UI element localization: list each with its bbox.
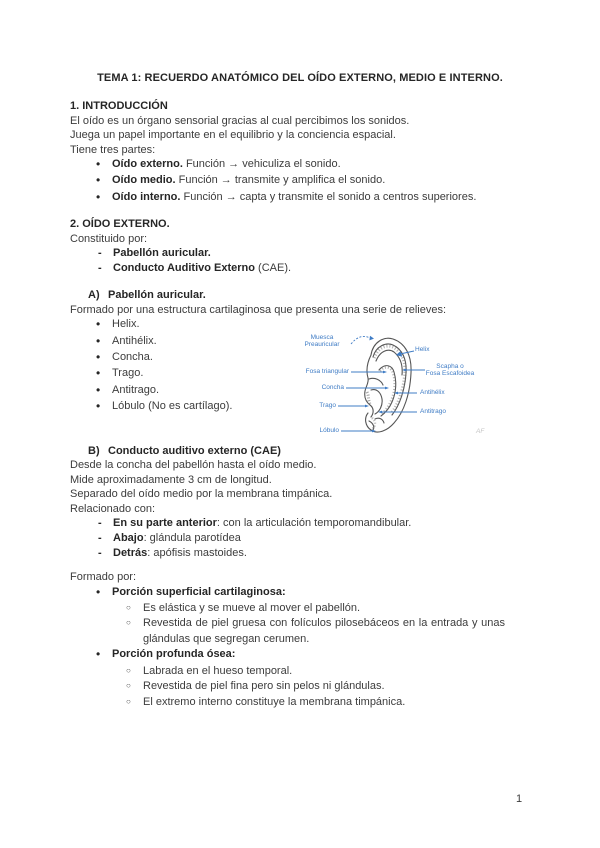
heading-pabellon-auricular: A) Pabellón auricular. [88, 289, 206, 302]
list-item [70, 157, 530, 173]
list-item-text: Pabellón auricular. [113, 247, 211, 260]
intro-line-1: El oído es un órgano sensorial gracias al cual percibimos los sonidos. [70, 114, 410, 127]
dash-icon [98, 261, 113, 276]
diagram-label-scapha: Scapha o Fosa Escafoidea [425, 363, 475, 377]
bullet-icon [96, 317, 112, 333]
bullet-icon [96, 173, 112, 189]
dash-icon [98, 246, 113, 261]
list-item [70, 173, 530, 189]
sub-list-item: ○ El extremo interno constituye la membrana timpánica. [70, 695, 530, 710]
oido-externo-intro: Constituido por: [70, 232, 148, 245]
circle-bullet-icon [126, 664, 143, 679]
list-item [70, 546, 530, 561]
intro-bullet-list [70, 157, 530, 206]
list-item-text: Conducto Auditivo Externo (CAE). [113, 262, 292, 275]
diagram-label-antitrago: Antitrago [420, 408, 447, 415]
list-item [70, 261, 530, 276]
list-item-text: Porción profunda ósea: [112, 648, 236, 661]
intro-line-2: Juega un papel importante en el equilibrio y la conciencia espacial. [70, 129, 396, 141]
dash-icon [98, 531, 113, 546]
list-item [70, 190, 530, 206]
ear-anatomy-diagram [288, 330, 523, 455]
list-item: • Helix. [70, 317, 530, 333]
cae-formado-line: Formado por: [70, 571, 137, 584]
list-item: • Trago. [70, 366, 530, 382]
list-item-text: Porción superficial cartilaginosa: [112, 585, 286, 598]
diagram-label-trago: Trago [319, 402, 336, 409]
bullet-icon [96, 350, 112, 366]
cae-line-2: Mide aproximadamente 3 cm de longitud. [70, 473, 272, 486]
diagram-label-muesca-preauricular: Muesca Preauricular [304, 334, 340, 348]
oido-externo-dash-list [70, 246, 530, 276]
diagram-label-antihelix: Antihélix [420, 389, 445, 396]
cae-line-1: Desde la concha del pabellón hasta el oído medio. [70, 459, 317, 472]
heading-introduccion: 1. INTRODUCCIÓN [70, 100, 168, 112]
ear-diagram-drawing [288, 330, 523, 455]
bullet-icon [96, 383, 112, 399]
list-item [70, 516, 530, 531]
sub-list-item: ○ Revestida de piel fina pero sin pelos ni glándulas. [70, 679, 530, 694]
bullet-icon [96, 647, 112, 663]
cae-parts-list [70, 585, 530, 710]
list-item-text: En su parte anterior: con la articulación temporomandibular. [113, 517, 412, 530]
bullet-icon [96, 157, 112, 173]
cae-line-3: Separado del oído medio por la membrana timpánica. [70, 488, 333, 501]
bullet-icon [96, 366, 112, 382]
circle-bullet-icon [126, 695, 143, 710]
list-item: • Antitrago. [70, 383, 530, 399]
diagram-label-lobulo: Lóbulo [319, 427, 339, 434]
list-item-text: Oído medio. Función → transmite y amplifica el sonido. [112, 174, 386, 187]
dash-icon [98, 546, 113, 561]
list-item [70, 647, 530, 663]
circle-bullet-icon [126, 601, 143, 616]
sub-list-item: ○ Labrada en el hueso temporal. [70, 664, 530, 679]
diagram-label-fosa-triangular: Fosa triangular [305, 368, 349, 375]
list-item [70, 246, 530, 261]
list-item [70, 531, 530, 546]
list-item: • Lóbulo (No es cartílago). [70, 399, 530, 415]
sub-list-item: ○ Es elástica y se mueve al mover el pabellón. [70, 601, 530, 616]
list-item-text: Abajo: glándula parotídea [113, 532, 241, 545]
list-item-text: Oído interno. Función → capta y transmite el sonido a centros superiores. [112, 190, 477, 203]
bullet-icon [96, 190, 112, 206]
list-item: • Antihélix. [70, 334, 530, 350]
circle-bullet-icon [126, 679, 143, 694]
list-item-text: Detrás: apófisis mastoides. [113, 547, 247, 560]
page-title: TEMA 1: RECUERDO ANATÓMICO DEL OÍDO EXTERNO, MEDIO E INTERNO. [97, 72, 503, 84]
bullet-icon [96, 399, 112, 415]
diagram-signature: AF [476, 428, 485, 435]
list-item-text: Oído externo. Función → vehiculiza el sonido. [112, 158, 341, 170]
pabellon-intro: Formado por una estructura cartilaginosa que presenta una serie de relieves: [70, 303, 447, 316]
bullet-icon [96, 585, 112, 601]
diagram-label-concha: Concha [321, 384, 344, 391]
intro-line-3: Tiene tres partes: [70, 143, 156, 156]
list-item: • Concha. [70, 350, 530, 366]
heading-cae: B) Conducto auditivo externo (CAE) [88, 444, 281, 457]
circle-bullet-icon [126, 616, 143, 647]
heading-oido-externo: 2. OÍDO EXTERNO. [70, 218, 170, 231]
list-item [70, 585, 530, 601]
diagram-label-helix: Helix [415, 346, 430, 353]
dash-icon [98, 516, 113, 531]
cae-line-4: Relacionado con: [70, 502, 156, 515]
sub-list-item: ○ Revestida de piel gruesa con folículos pilosebáceos en la entrada y unas glándulas que segregan cerumen. [70, 616, 530, 647]
page-number: 1 [516, 793, 523, 805]
bullet-icon [96, 334, 112, 350]
cae-dash-list [70, 516, 530, 561]
